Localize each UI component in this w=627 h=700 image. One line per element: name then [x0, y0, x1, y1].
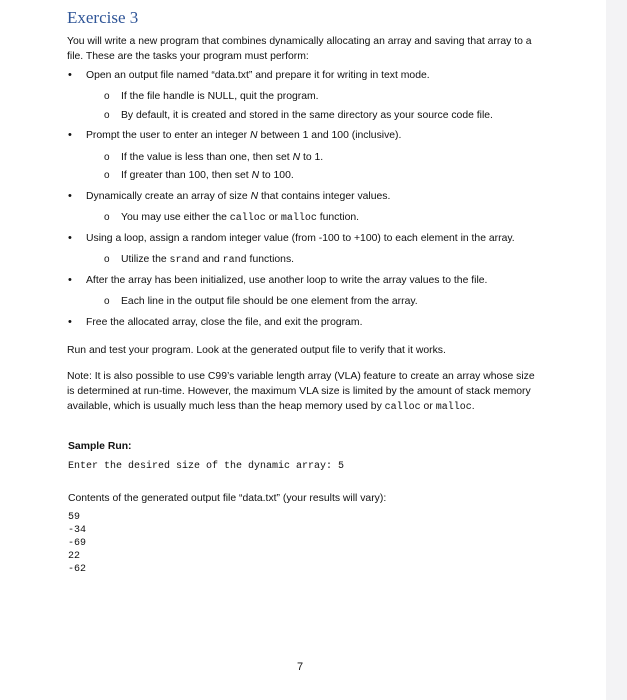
task-6: Free the allocated array, close the file, and exit the program.: [86, 317, 363, 328]
task-5-sub-1: Each line in the output file should be one element from the array.: [121, 296, 418, 307]
task-2-sub-1: If the value is less than one, then set N to 1.: [121, 152, 324, 163]
task-2-sub-2: If greater than 100, then set N to 100.: [121, 170, 294, 181]
output-value: -69: [68, 538, 87, 549]
task-1: Open an output file named “data.txt” and prepare it for writing in text mode.: [86, 70, 430, 81]
contents-label: Contents of the generated output file “data.txt” (your results will vary):: [68, 493, 387, 504]
task-1-sub-1: If the file handle is NULL, quit the program.: [121, 91, 319, 102]
bullet-icon: •: [68, 69, 72, 81]
bullet-icon: •: [68, 316, 72, 328]
bullet-icon: •: [68, 129, 72, 141]
exercise-title: Exercise 3: [67, 8, 139, 27]
bullet-icon: •: [68, 232, 72, 244]
page-number: 7: [297, 661, 304, 673]
intro-paragraph: You will write a new program that combines dynamically allocating an array and saving that array to a file. These are the tasks your program must perform:: [67, 36, 532, 62]
output-value: -34: [68, 525, 87, 536]
task-2: Prompt the user to enter an integer N between 1 and 100 (inclusive).: [86, 130, 402, 141]
sub-bullet-icon: o: [104, 110, 110, 121]
sample-run-line: Enter the desired size of the dynamic array: 5: [68, 461, 345, 472]
sample-run-label: Sample Run:: [68, 441, 132, 452]
task-3: Dynamically create an array of size N that contains integer values.: [86, 191, 391, 202]
output-value: 22: [68, 551, 81, 562]
output-value: 59: [68, 512, 81, 523]
run-test-paragraph: Run and test your program. Look at the generated output file to verify that it works.: [67, 345, 446, 356]
sub-bullet-icon: o: [104, 91, 110, 102]
task-4: Using a loop, assign a random integer value (from -100 to +100) to each element in the array.: [86, 233, 515, 244]
task-5: After the array has been initialized, use another loop to write the array values to the file.: [86, 275, 488, 286]
sub-bullet-icon: o: [104, 254, 110, 265]
note-paragraph: Note: It is also possible to use C99’s variable length array (VLA) feature to create an array whose size is determined at run-time. However, the maximum VLA size is limited by the amount of stack memory available, which is usually much less than the heap memory used by calloc or malloc.: [67, 371, 535, 413]
task-1-sub-2: By default, it is created and stored in the same directory as your source code file.: [121, 110, 493, 121]
sub-bullet-icon: o: [104, 170, 110, 181]
task-3-sub-1: You may use either the calloc or malloc function.: [121, 212, 360, 224]
sub-bullet-icon: o: [104, 152, 110, 163]
bullet-icon: •: [68, 190, 72, 202]
sub-bullet-icon: o: [104, 296, 110, 307]
sub-bullet-icon: o: [104, 212, 110, 223]
bullet-icon: •: [68, 274, 72, 286]
page-right-margin: [606, 0, 627, 700]
output-value: -62: [68, 564, 87, 575]
task-4-sub-1: Utilize the srand and rand functions.: [121, 254, 295, 266]
